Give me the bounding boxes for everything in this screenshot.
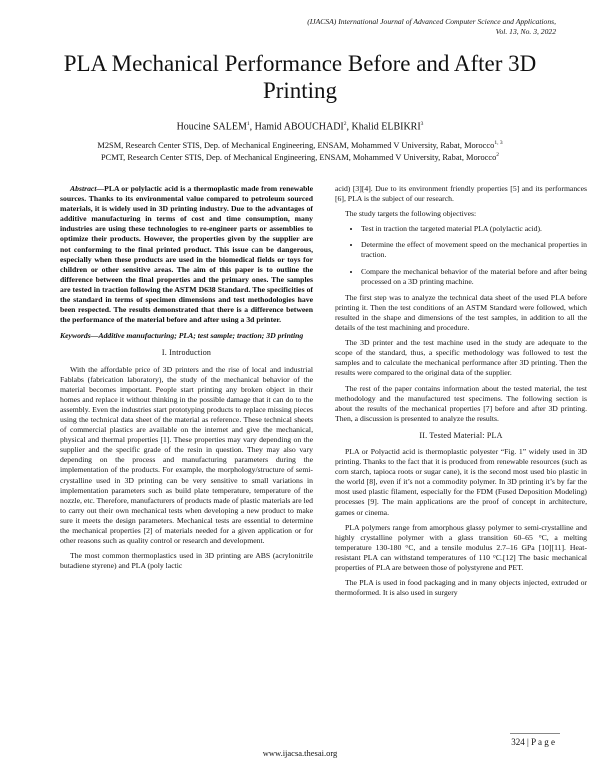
body-paragraph: PLA polymers range from amorphous glassy polymer to semi-crystalline and highly crystalline polymer with a glass transition 60–65 °C, a melting temperature 130-180 °C, and a tensile modulus 2.7–16 GPa [10][11]. Heat-resistant PLA can withstand temperatures of 110 °C.[12] The basic mechanical properties of PLA are between those of polystyrene and PET. <box>335 522 587 572</box>
body-paragraph: PLA or Polyactid acid is thermoplastic polyester “Fig. 1” widely used in 3D printing. Thanks to the fact that it is produced from renewable resources (such as corn starch, tapioca roots or sugar cane), it is the second most used bio plastic in the world [8], even if it’s not a commodity polymer. In 3D printing it’s by far the most used plastic filament, especially for the FDM (Fused Deposition Modeling) processes [9]. The main applications are the proof of concept in architecture, games or cinema. <box>335 446 587 517</box>
author-3-sup: 3 <box>420 121 424 127</box>
abstract-text: PLA or polylactic acid is a thermoplastic made from renewable sources. Thanks to its environmental value compared to petroleum sourced materials, it is widely used in 3D printing industry. Due to the advantages of additive manufacturing in terms of cost and time consumption, many industries are using these technologies to re-engineer parts or assemblies to optimize their products. However, the properties given by the supplier are not conforming to the final printed product. This issue can be dangerous, especially when these products are used in the biomedical fields or toys for children or other sensitive areas. The aim of this paper is to outline the difference between the final properties and the primary ones. The samples are tested in traction following the ASTM D638 Standard. The specificities of the standard in terms of specimen dimensions and test methodologies have been respected. The results demonstrated that there is a difference between the performance of the material before and after using a 3d printer. <box>60 184 313 325</box>
intro-continued: acid) [3][4]. Due to its environment friendly properties [5] and its performances [6], PLA is the subject of our research. <box>335 184 587 204</box>
body-paragraph: The first step was to analyze the technical data sheet of the used PLA before printing it. Then the test conditions of an ASTM Standard were followed, which resulted in the shape and dimensions of the test samples, in addition to all the details of the test machining and procedure. <box>335 292 587 333</box>
journal-header-line1: (IJACSA) International Journal of Advanced Computer Science and Applications, <box>307 17 556 26</box>
author-3: Khalid ELBIKRI <box>351 121 421 133</box>
list-item: • Test in traction the targeted material PLA (polylactic acid). <box>361 224 587 234</box>
affiliation-1-text: M2SM, Research Center STIS, Dep. of Mechanical Engineering, ENSAM, Mohammed V University, Rabat, Morocco <box>97 140 495 150</box>
objectives-list <box>335 224 587 286</box>
journal-header <box>307 17 556 37</box>
keywords: Keywords—Additive manufacturing; PLA; test sample; traction; 3D printing <box>60 331 304 341</box>
right-column <box>335 184 587 603</box>
affiliation-1-sup: 1, 3 <box>494 140 503 146</box>
body-paragraph: The rest of the paper contains information about the tested material, the test methodology and the manufactured test specimens. The following section is about the results of the mechanical properties [7] before and after 3D printing. Then, a discussion is presented to analyze the results. <box>335 383 587 423</box>
author-1: Houcine SALEM <box>176 121 247 133</box>
abstract-label: Abstract— <box>70 184 105 193</box>
footer-url[interactable]: www.ijacsa.thesai.org <box>262 748 338 758</box>
intro-paragraph-1: With the affordable price of 3D printers and the rise of local and industrial Fablabs (fabrication laboratory), the study of the mechanical behavior of the material becomes important. People start printing any broken object in their homes and replace it without thinking in the possible damage that it can do to the assembly. Even the industries start prototyping products to replace missing pieces using the technical data sheet of the material as reference. These technical sheets of commercial plastics are available on the internet and give the mechanical, physical and thermal properties [1]. These properties may vary depending on the supplier and the specific grade of the resin in question. They may also vary depending on the process and manufacturing parameters during the implementation of the products. For example, the morphology/structure of semi-crystalline used in 3D printing can be very sensitive to small variations in implementation parameters such as build plate temperature, temperature of the nozzle, etc. Therefore, manufacturers of products made of plastic materials are led to carry out their own mechanical tests when developing a new product to make sure it meets the design parameters. Mechanical tests are essential to determine the mechanical properties [2] of materials needed for a given application or for other reasons such as quality control or research and development. <box>60 364 314 546</box>
section-heading-introduction: I. Introduction <box>161 348 212 358</box>
journal-header-line2: Vol. 13, No. 3, 2022 <box>495 27 556 36</box>
page-number: 324 | P a g e <box>511 737 555 747</box>
left-column <box>60 184 313 576</box>
affiliation-2-sup: 2 <box>496 152 500 158</box>
list-item: • Compare the mechanical behavior of the material before and after being processed on a 3D printing machine. <box>361 267 587 287</box>
affiliation-2 <box>30 150 570 163</box>
section-heading-tested-material: II. Tested Material: PLA <box>419 430 503 440</box>
list-item: • Determine the effect of movement speed on the mechanical properties in traction. <box>361 240 587 260</box>
author-list: Houcine SALEM$^1$, Hamid ABOUCHADI$^2$, Khalid ELBIKRI$^3$ <box>176 121 424 133</box>
body-paragraph: The 3D printer and the test machine used in the study are adequate to the scope of the standard, thus, a specific methodology was followed to test the samples and to calculate the mechanical performance after 3D printing. Then the results were compared to the original data of the supplier. <box>335 338 587 378</box>
author-2-sup: 2 <box>343 121 347 127</box>
body-paragraph: The PLA is used in food packaging and in many objects injected, extruded or thermoformed. It is also used in surgery <box>335 578 587 598</box>
page-number-rule <box>510 733 560 734</box>
objectives-lead: The study targets the following objectives: <box>345 209 477 219</box>
author-1-sup: 1 <box>246 121 250 127</box>
affiliation-2-text: PCMT, Research Center STIS, Dep. of Mechanical Engineering, ENSAM, Mohammed V University, Rabat, Morocco <box>100 152 497 162</box>
paper-title: PLA Mechanical Performance Before and After 3D Printing <box>63 51 537 103</box>
abstract <box>60 184 313 325</box>
intro-paragraph-2: The most common thermoplastics used in 3D printing are ABS (acrylonitrile butadiene styrene) and PLA (poly lactic <box>60 551 313 571</box>
author-2: Hamid ABOUCHADI <box>254 121 344 133</box>
affiliation-1 <box>30 138 570 151</box>
